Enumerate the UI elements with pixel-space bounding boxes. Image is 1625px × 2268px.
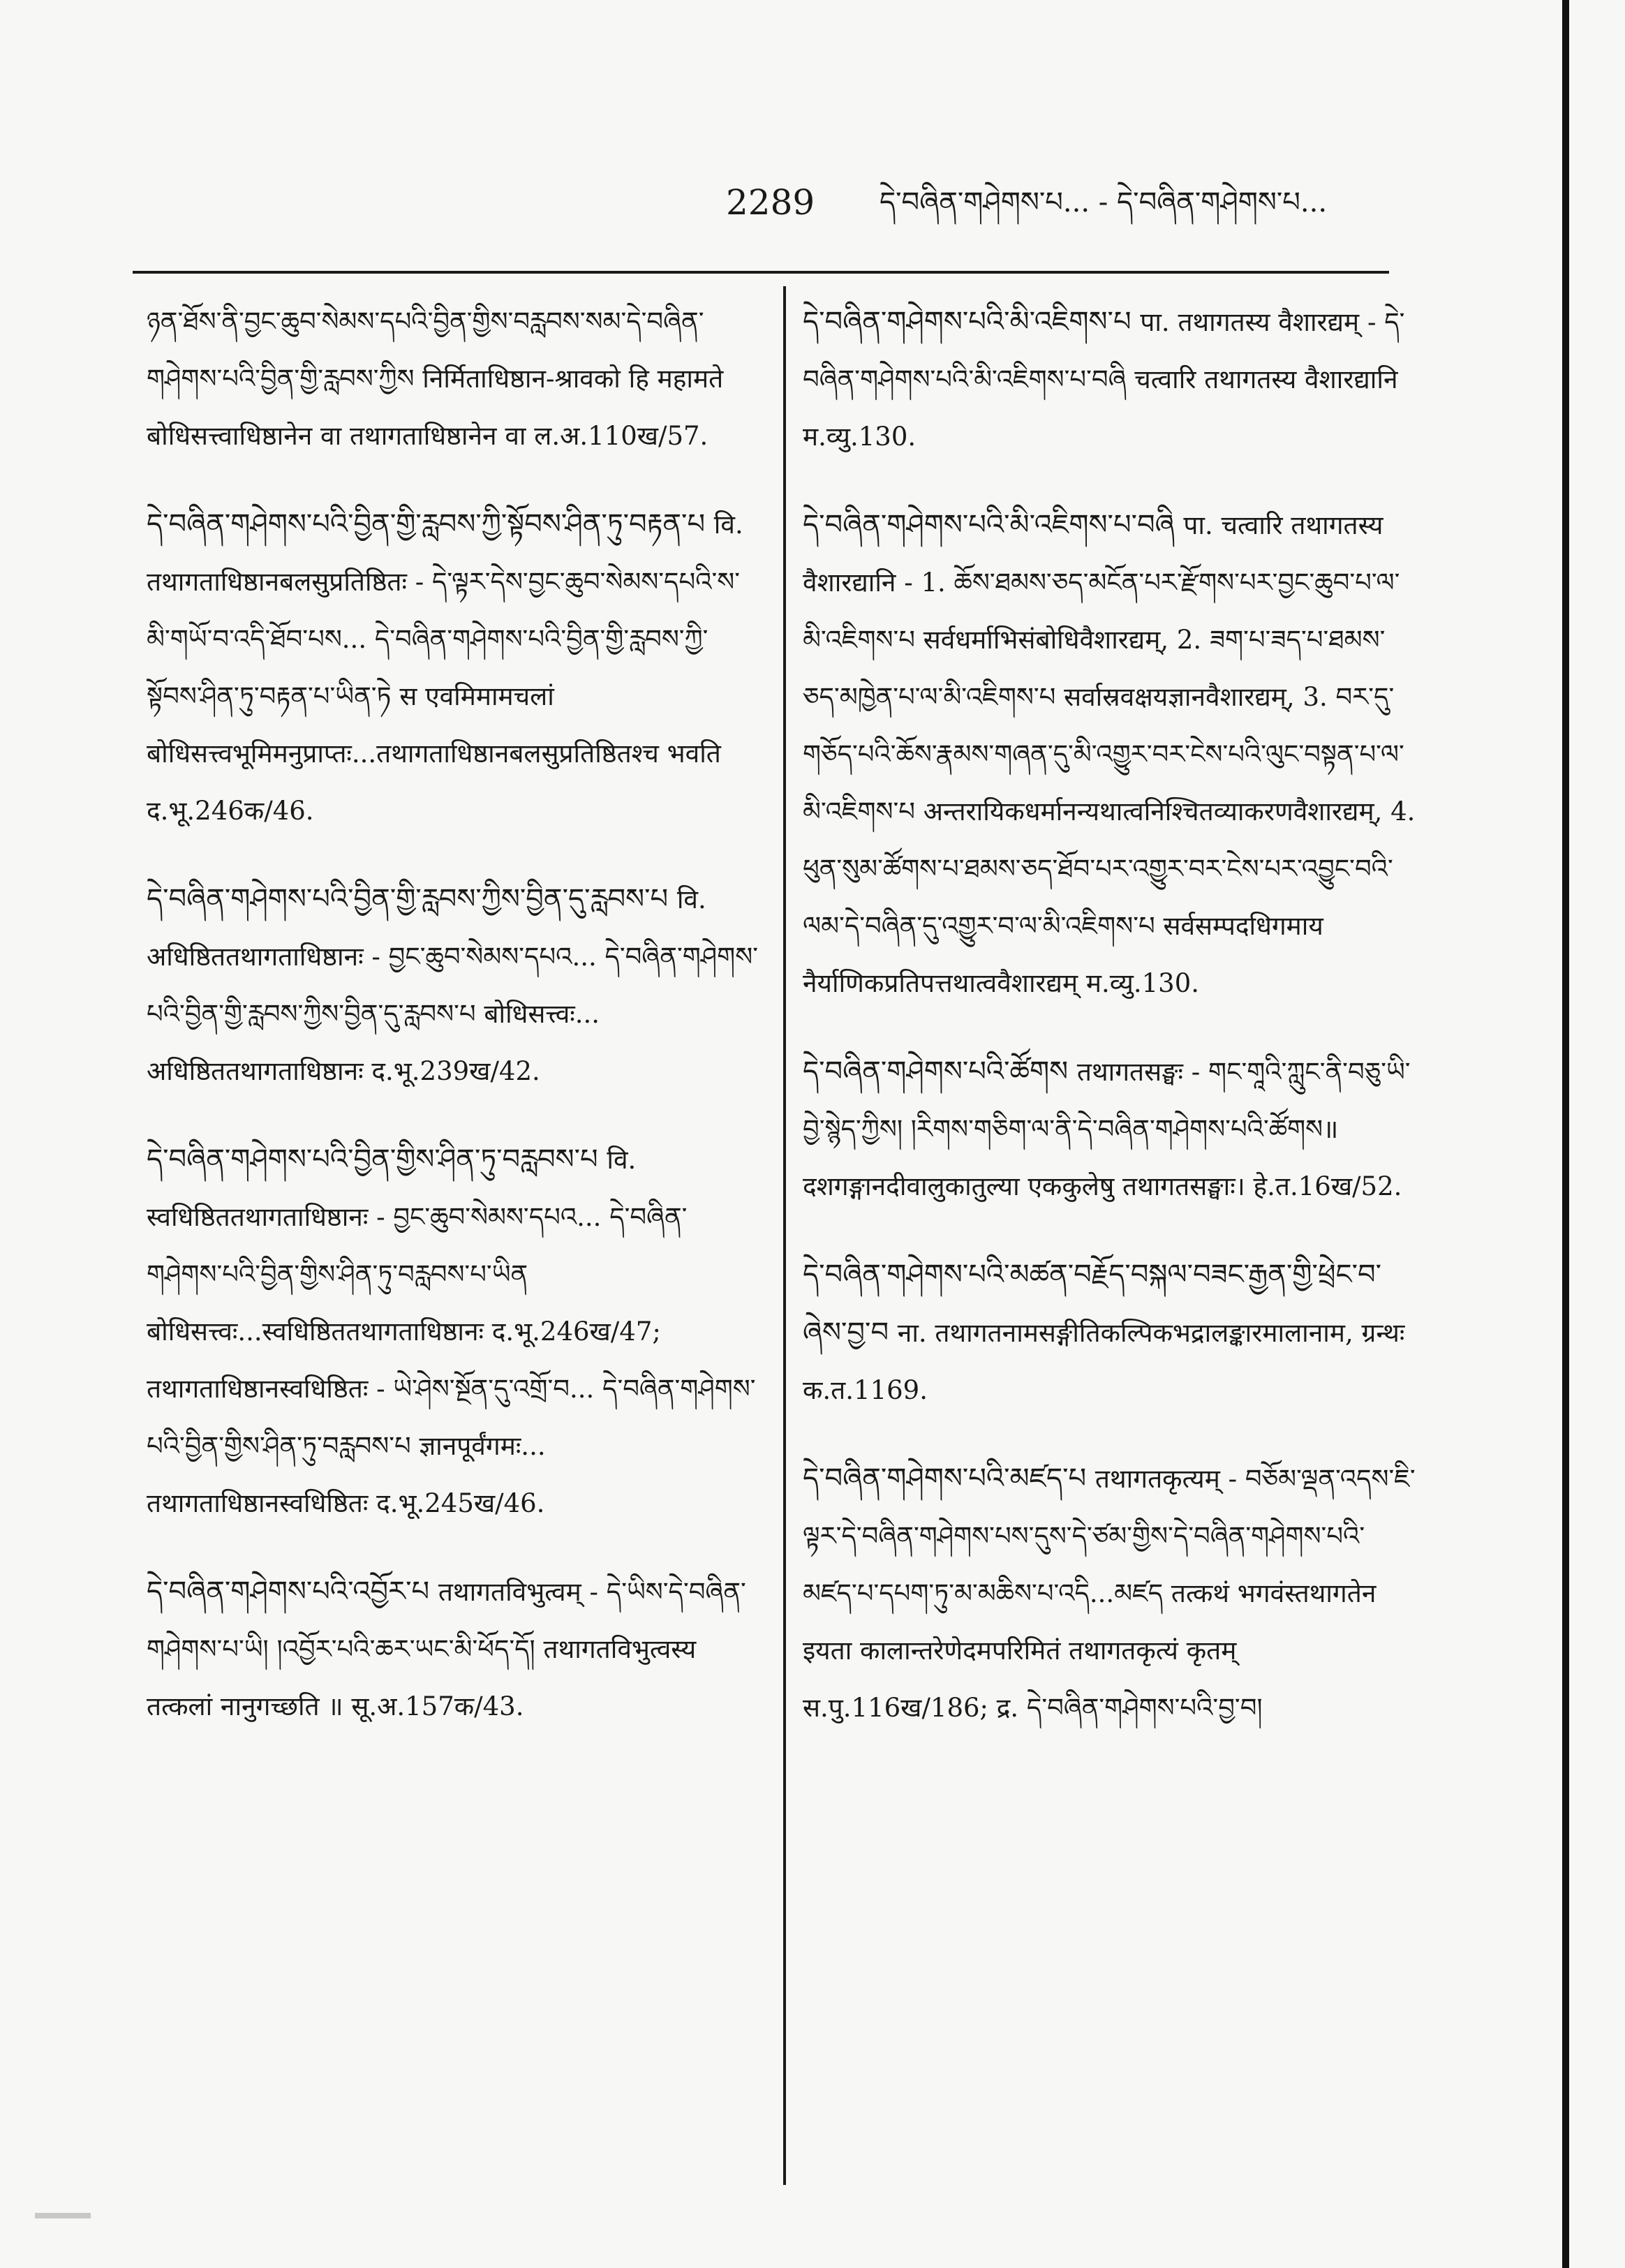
entry-headword: དེ་བཞིན་གཤེགས་པའི་བྱིན་གྱི་རླབས་ཀྱིས་བྱིན་དུ་རླབས་པ xyxy=(147,883,677,915)
entry-headword: དེ་བཞིན་གཤེགས་པའི་འབྱོར་པ xyxy=(147,1576,438,1608)
dictionary-entry xyxy=(803,496,1417,1012)
entry-headword: དེ་བཞིན་གཤེགས་པའི་མི་འཇིགས་པ xyxy=(803,306,1141,338)
right-column xyxy=(803,293,1417,2178)
entry-headword: དེ་བཞིན་གཤེགས་པའི་བྱིན་གྱི་རླབས་ཀྱི་སྟོབས་ཤིན་ཏུ་བརྟན་པ xyxy=(147,508,714,540)
header-rule xyxy=(133,271,1389,274)
scan-smudge xyxy=(35,2213,91,2218)
continuation-text: ཉན་ཐོས་ནི་བྱང་ཆུབ་སེམས་དཔའི་བྱིན་གྱིས་བརླབས་སམ་དེ་བཞིན་གཤེགས་པའི་བྱིན་གྱི་རླབས་ཀྱིས निर्मिताधिष्ठान-श्रावको हि महामते बोधिसत्त्वाधिष्ठानेन वा तथागताधिष्ठानेन वा ल.अ.110ख/57. xyxy=(147,306,724,451)
entry-body: तथागतविभुत्वम् - དེ་ཡིས་དེ་བཞིན་གཤེགས་པ་ཡི། །འབྱོར་པའི་ཆར་ཡང་མི་ཕོད་དོ། तथागतविभुत्वस्य तत्कलां नानुगच्छति ॥ सू.अ.157क/43. xyxy=(147,1577,746,1721)
page-header xyxy=(698,178,1431,234)
entry-body: वि. अधिष्ठिततथागताधिष्ठानः - བྱང་ཆུབ་སེམས་དཔའ... དེ་བཞིན་གཤེགས་པའི་བྱིན་གྱི་རླབས་ཀྱིས་བྱིན་དུ་རླབས་པ बोधिसत्त्वः... अधिष्ठिततथागताधिष्ठानः द.भू.239ख/42. xyxy=(147,884,758,1086)
page-number: 2289 xyxy=(726,182,815,223)
dictionary-entry xyxy=(147,496,761,840)
entry-body: वि. तथागताधिष्ठानबलसुप्रतिष्ठितः - དེ་ལྟར་དེས་བྱང་ཆུབ་སེམས་དཔའི་ས་མི་གཡོ་བ་འདི་ཐོབ་པས... དེ་བཞིན་གཤེགས་པའི་བྱིན་གྱི་རླབས་ཀྱི་སྟོབས་ཤིན་ཏུ་བརྟན་པ་ཡིན་ཏེ स एवमिमामचलां बोधिसत्त्वभूमिमनुप्राप्तः...तथागताधिष्ठानबलसुप्रतिष्ठितश्च भवति द.भू.246क/46. xyxy=(147,510,743,826)
entry-headword: དེ་བཞིན་གཤེགས་པའི་མཛད་པ xyxy=(803,1462,1095,1495)
dictionary-entry xyxy=(803,1450,1417,1737)
entry-headword: དེ་བཞིན་གཤེགས་པའི་ཚོགས xyxy=(803,1055,1077,1088)
entry-headword: དེ་བཞིན་གཤེགས་པའི་བྱིན་གྱིས་ཤིན་ཏུ་བརླབས་པ xyxy=(147,1143,607,1176)
entry-body: वि. स्वधिष्ठिततथागताधिष्ठानः - བྱང་ཆུབ་སེམས་དཔའ... དེ་བཞིན་གཤེགས་པའི་བྱིན་གྱིས་ཤིན་ཏུ་བརླབས་པ་ཡིན बोधिसत्त्वः...स्वधिष्ठिततथागताधिष्ठानः द.भू.246ख/47; तथागताधिष्ठानस्वधिष्ठितः - ཡེ་ཤེས་སྔོན་དུ་འགྲོ་བ... དེ་བཞིན་གཤེགས་པའི་བྱིན་གྱིས་ཤིན་ཏུ་བརླབས་པ ज्ञानपूर्वंगमः... तथागताधिष्ठानस्वधिष्ठितः द.भू.245ख/46. xyxy=(147,1145,756,1518)
entry-body: ना. तथागतनामसङ्गीतिकल्पिकभद्रालङ्कारमालानाम, ग्रन्थः क.त.1169. xyxy=(803,1318,1405,1405)
running-head: དེ་བཞིན་གཤེགས་པ... - དེ་བཞིན་གཤེགས་པ... xyxy=(880,186,1328,218)
entry-headword: དེ་བཞིན་གཤེགས་པའི་མི་འཇིགས་པ་བཞི xyxy=(803,509,1184,541)
entry-body: तथागतसङ्घः - གང་གཱའི་ཀླུང་ནི་བཅུ་ཡི་བྱེ་སྙེད་ཀྱིས། །རིགས་གཅིག་ལ་ནི་དེ་བཞིན་གཤེགས་པའི་ཚོགས॥ दशगङ्गानदीवालुकातुल्या एककुलेषु तथागतसङ्घाः। हे.त.16ख/52. xyxy=(803,1057,1411,1201)
entry-headword: དེ་བཞིན་གཤེགས་པའི་མཚན་བརྗོད་བསྐལ་བཟང་རྒྱན་གྱི་ཕྲེང་བ་ཞེས་བྱ་བ xyxy=(803,1259,1382,1349)
dictionary-entry xyxy=(147,1131,761,1532)
left-column xyxy=(147,293,761,2178)
dictionary-entry xyxy=(147,870,761,1100)
entry-body: पा. तथागतस्य वैशारद्यम् - དེ་བཞིན་གཤེགས་པའི་མི་འཇིགས་པ་བཞི चत्वारि तथागतस्य वैशारद्यानि म.व्यु.130. xyxy=(803,307,1405,452)
column-divider xyxy=(783,286,786,2185)
entry-body: पा. चत्वारि तथागतस्य वैशारद्यानि - 1. ཆོས་ཐམས་ཅད་མངོན་པར་རྫོགས་པར་བྱང་ཆུབ་པ་ལ་མི་འཇིགས་པ सर्वधर्माभिसंबोधिवैशारद्यम्, 2. ཟག་པ་ཟད་པ་ཐམས་ཅད་མཁྱེན་པ་ལ་མི་འཇིགས་པ सर्वास्रवक्षयज्ञानवैशारद्यम्, 3. བར་དུ་གཅོད་པའི་ཆོས་རྣམས་གཞན་དུ་མི་འགྱུར་བར་ངེས་པའི་ལུང་བསྟན་པ་ལ་མི་འཇིགས་པ अन्तरायिकधर्मानन्यथात्वनिश्चितव्याकरणवैशारद्यम्, 4. ཕུན་སུམ་ཚོགས་པ་ཐམས་ཅད་ཐོབ་པར་འགྱུར་བར་ངེས་པར་འབྱུང་བའི་ལམ་དེ་བཞིན་དུ་འགྱུར་བ་ལ་མི་འཇིགས་པ सर्वसम्पदधिगमाय नैर्याणिकप्रतिपत्तथात्ववैशारद्यम् म.व्यु.130. xyxy=(803,510,1416,998)
entry-body: तथागतकृत्यम् - བཅོམ་ལྡན་འདས་ཇི་ལྟར་དེ་བཞིན་གཤེགས་པས་དུས་དེ་ཙམ་གྱིས་དེ་བཞིན་གཤེགས་པའི་མཛད་པ་དཔག་ཏུ་མ་མཆིས་པ་འདི...མཛད तत्कथं भगवंस्तथागतेन इयता कालान्तरेणेदमपरिमितं तथागतकृत्यं कृतम् स.पु.116ख/186; द्र. དེ་བཞིན་གཤེགས་པའི་བྱ་བ། xyxy=(803,1464,1416,1723)
dictionary-entry xyxy=(147,1563,761,1735)
page-edge-bar xyxy=(1562,0,1569,2268)
dictionary-entry xyxy=(803,293,1417,466)
dictionary-entry xyxy=(803,1043,1417,1215)
dictionary-entry xyxy=(803,1246,1417,1419)
